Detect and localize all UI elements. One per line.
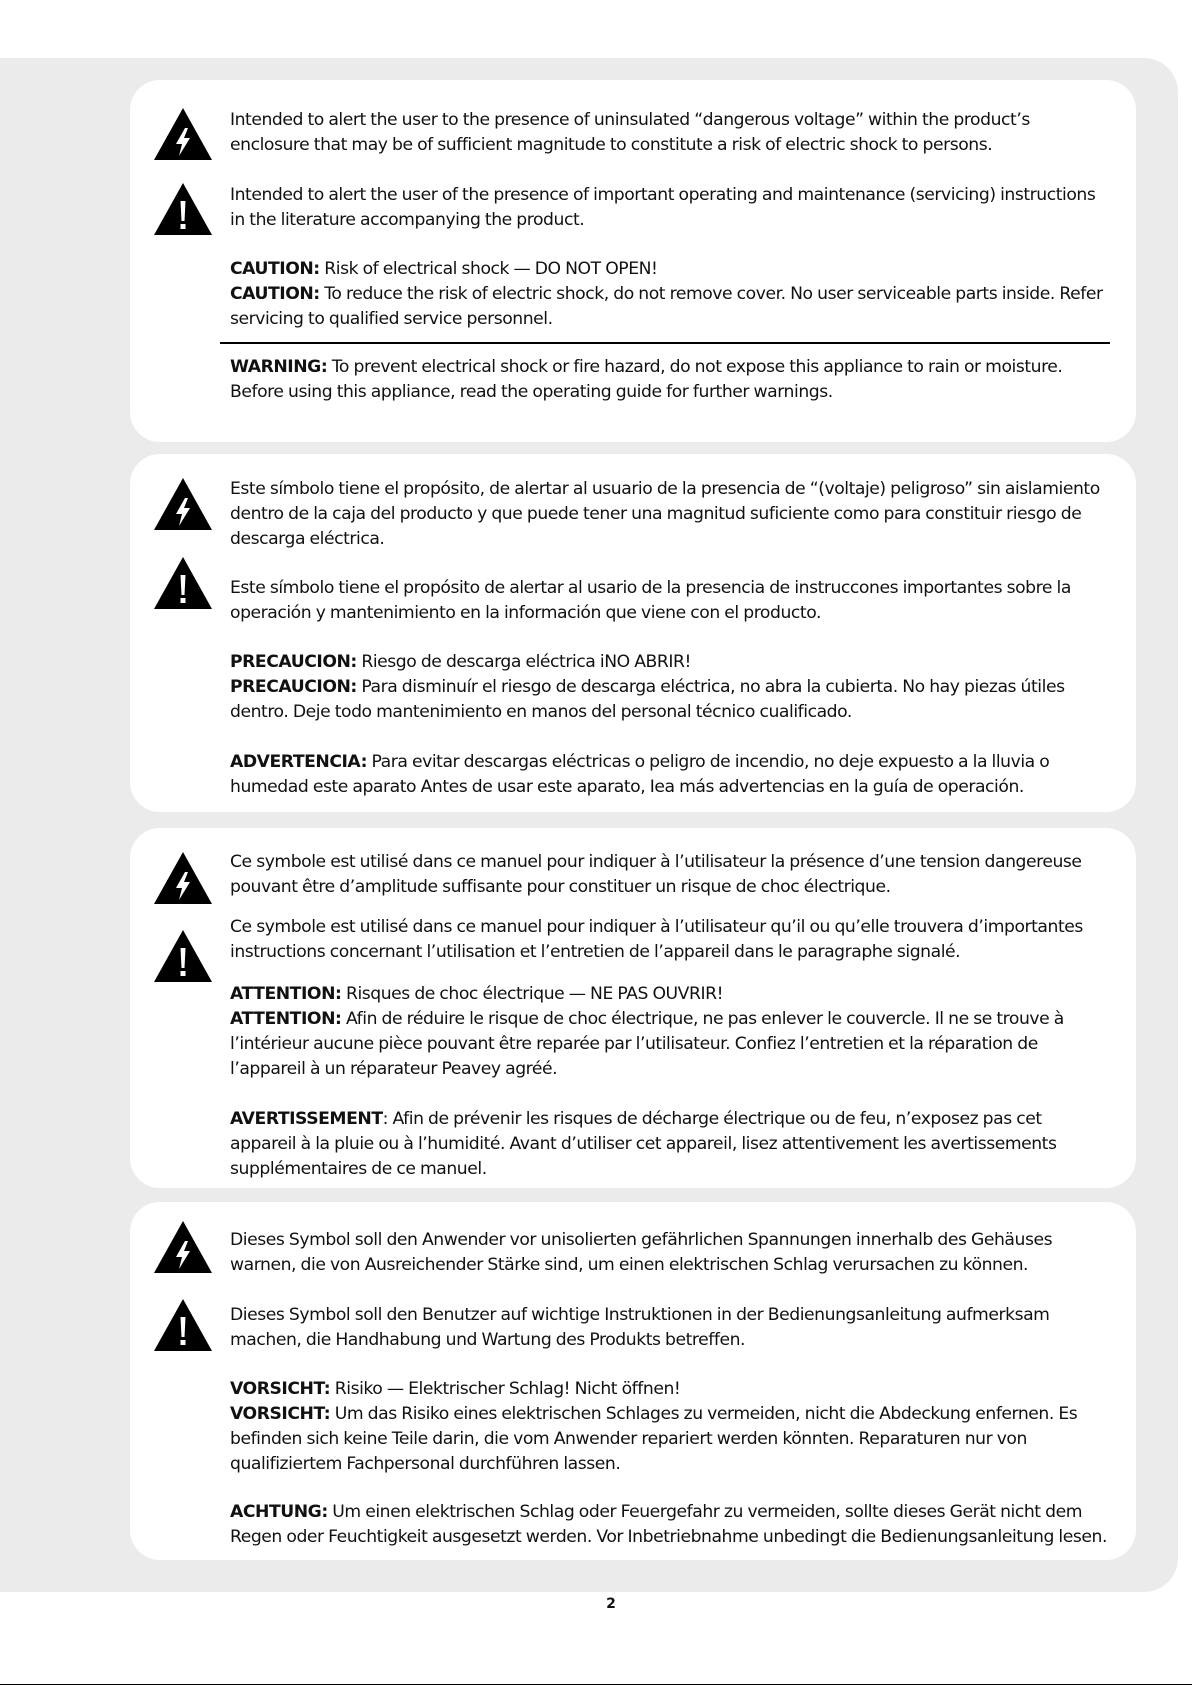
caution-block <box>230 257 1108 332</box>
caution-block <box>230 650 1108 725</box>
caution-line-2 <box>230 675 1108 725</box>
caution-label: CAUTION: <box>230 284 320 304</box>
caution-line-1 <box>230 257 1108 282</box>
caution-block <box>230 982 1108 1082</box>
safety-panel-english <box>130 80 1136 442</box>
caution-line-2 <box>230 282 1108 332</box>
caution-line-1 <box>230 650 1108 675</box>
exclamation-warning-icon <box>152 1297 214 1353</box>
caution-label: VORSICHT: <box>230 1379 331 1399</box>
exclamation-notice-text: Ce symbole est utilisé dans ce manuel pour indiquer à l’utilisateur qu’il ou qu’elle trouvera d’importantes instructions concernant l’utilisation et l’entretien de l’appareil dans le paragraphe signalé. <box>230 917 1083 962</box>
caution-label: VORSICHT: <box>230 1404 331 1424</box>
lightning-notice <box>230 108 1108 158</box>
caution-text: Afin de réduire le risque de choc électrique, ne pas enlever le couvercle. Il ne se trouve à l’intérieur aucune pièce pouvant être reparée par l’utilisateur. Confiez l’entretien et la réparation de l’appareil à un réparateur Peavey agréé. <box>230 1009 1064 1079</box>
warning-label: ADVERTENCIA: <box>230 752 368 772</box>
exclamation-notice-text: Dieses Symbol soll den Benutzer auf wichtige Instruktionen in der Bedienungsanleitung aufmerksam machen, die Handhabung und Wartung des Produkts betreffen. <box>230 1305 1050 1350</box>
exclamation-warning-icon <box>152 181 214 237</box>
divider-line <box>220 342 1110 344</box>
warning-block <box>230 1500 1108 1550</box>
lightning-warning-icon <box>152 476 214 532</box>
safety-panel-spanish <box>130 454 1136 812</box>
warning-text: Para evitar descargas eléctricas o peligro de incendio, no deje expuesto a la lluvia o humedad este aparato Antes de usar este aparato, Iea más advertencias en la guía de operación. <box>230 752 1050 797</box>
safety-panel-french <box>130 828 1136 1188</box>
caution-text: Risques de choc électrique — NE PAS OUVRIR! <box>341 984 724 1004</box>
lightning-warning-icon <box>152 106 214 162</box>
caution-text: Risiko — Elektrischer Schlag! Nicht öffnen! <box>330 1379 681 1399</box>
caution-label: CAUTION: <box>230 259 320 279</box>
caution-block <box>230 1377 1108 1477</box>
exclamation-notice <box>230 1303 1108 1353</box>
lightning-notice <box>230 477 1108 552</box>
caution-label: ATTENTION: <box>230 1009 342 1029</box>
exclamation-notice <box>230 576 1108 626</box>
exclamation-notice <box>230 915 1108 965</box>
lightning-warning-icon <box>152 850 214 906</box>
caution-text: Riesgo de descarga eléctrica iNO ABRIR! <box>356 652 691 672</box>
caution-label: ATTENTION: <box>230 984 342 1004</box>
warning-paragraph <box>230 355 1108 405</box>
exclamation-notice-text: Este símbolo tiene el propósito de alertar al usario de la presencia de instruccones importantes sobre la operación y mantenimiento en la información que viene con el producto. <box>230 578 1071 623</box>
warning-text: : Afin de prévenir les risques de décharge électrique ou de feu, n’exposez pas cet appareil à la pluie ou à l’humidité. Avant d’utiliser cet appareil, lisez attentivement les avertissements supplémentaires de ce manuel. <box>230 1109 1057 1179</box>
warning-label: AVERTISSEMENT <box>230 1109 383 1129</box>
exclamation-warning-icon <box>152 928 214 984</box>
caution-text: Para disminuír el riesgo de descarga eléctrica, no abra la cubierta. No hay piezas útiles dentro. Deje todo mantenimiento en manos del personal técnico cualificado. <box>230 677 1065 722</box>
caution-label: PRECAUCION: <box>230 677 357 697</box>
warning-block <box>230 1107 1108 1182</box>
caution-text: Risk of electrical shock — DO NOT OPEN! <box>319 259 658 279</box>
exclamation-warning-icon <box>152 555 214 611</box>
caution-text: To reduce the risk of electric shock, do not remove cover. No user serviceable parts inside. Refer servicing to qualified service personnel. <box>230 284 1103 329</box>
exclamation-notice <box>230 183 1108 233</box>
safety-panel-german <box>130 1202 1136 1560</box>
warning-text: Um einen elektrischen Schlag oder Feuergefahr zu vermeiden, sollte dieses Gerät nicht dem Regen oder Feuchtigkeit ausgesetzt werden. Vor Inbetriebnahme unbedingt die Bedienungsanleitung lesen. <box>230 1502 1107 1547</box>
caution-label: PRECAUCION: <box>230 652 357 672</box>
warning-paragraph <box>230 1107 1108 1182</box>
warning-paragraph <box>230 1500 1108 1550</box>
warning-block <box>230 750 1108 800</box>
lightning-notice-text: Ce symbole est utilisé dans ce manuel pour indiquer à l’utilisateur la présence d’une tension dangereuse pouvant être d’amplitude suffisante pour constituer un risque de choc électrique. <box>230 852 1082 897</box>
lightning-notice <box>230 1228 1108 1278</box>
caution-line-2 <box>230 1402 1108 1477</box>
caution-line-2 <box>230 1007 1108 1082</box>
caution-text: Um das Risiko eines elektrischen Schlages zu vermeiden, nicht die Abdeckung enfernen. Es befinden sich keine Teile darin, die vom Anwender repariert werden könnten. Reparaturen nur von qualifiziertem Fachpersonal durchführen lassen. <box>230 1404 1078 1474</box>
exclamation-notice-text: Intended to alert the user of the presence of important operating and maintenance (servicing) instructions in the literature accompanying the product. <box>230 185 1096 230</box>
lightning-notice-text: Dieses Symbol soll den Anwender vor unisolierten gefährlichen Spannungen innerhalb des Gehäuses warnen, die von Ausreichender Stärke sind, um einen elektrischen Schlag verursachen zu können. <box>230 1230 1053 1275</box>
warning-block <box>230 355 1108 405</box>
lightning-notice-text: Este símbolo tiene el propósito, de alertar al usuario de la presencia de “(voltaje) peligroso” sin aislamiento dentro de la caja del producto y que puede tener una magnitud suficiente como para constituir riesgo de descarga eléctrica. <box>230 479 1100 549</box>
warning-label: ACHTUNG: <box>230 1502 328 1522</box>
lightning-warning-icon <box>152 1219 214 1275</box>
lightning-notice <box>230 850 1108 900</box>
lightning-notice-text: Intended to alert the user to the presence of uninsulated “dangerous voltage” within the product’s enclosure that may be of sufficient magnitude to constitute a risk of electric shock to persons. <box>230 110 1030 155</box>
warning-paragraph <box>230 750 1108 800</box>
warning-text: To prevent electrical shock or fire hazard, do not expose this appliance to rain or moisture. Before using this appliance, read the operating guide for further warnings. <box>230 357 1063 402</box>
caution-line-1 <box>230 1377 1108 1402</box>
page-number: 2 <box>606 1596 616 1612</box>
warning-label: WARNING: <box>230 357 328 377</box>
caution-line-1 <box>230 982 1108 1007</box>
